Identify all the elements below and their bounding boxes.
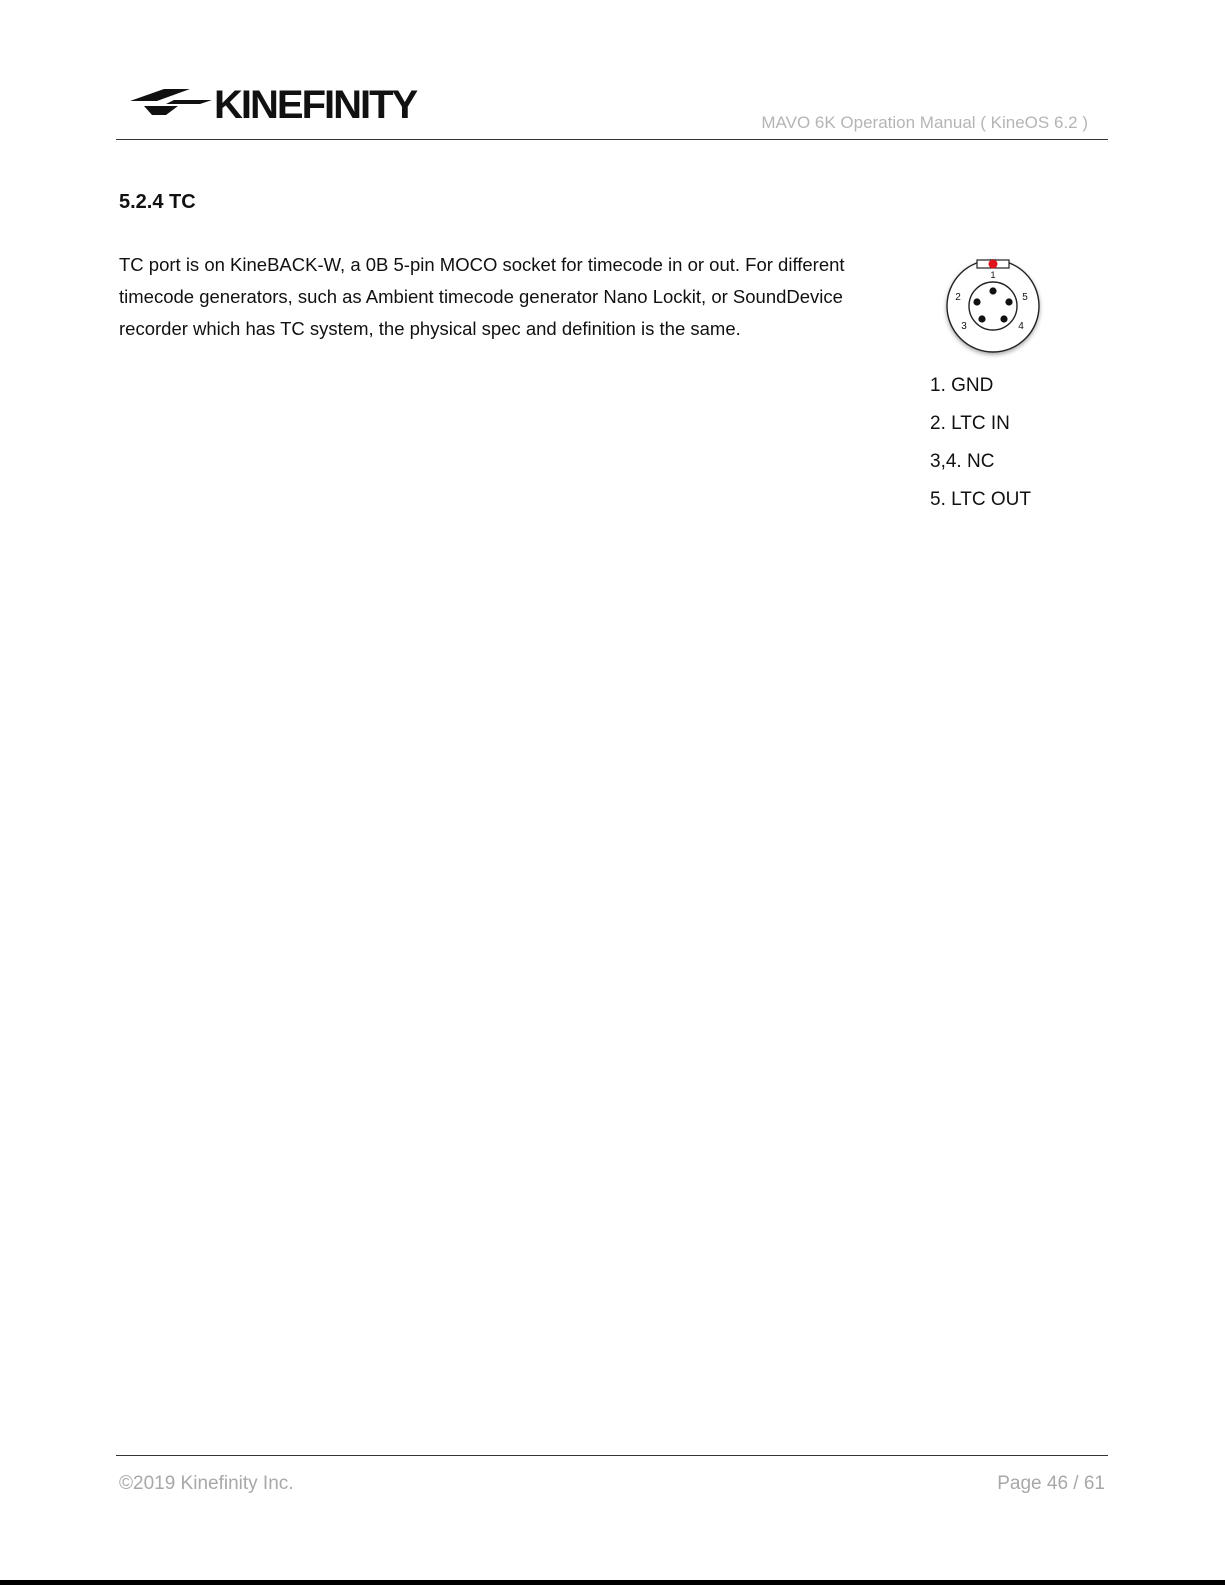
pin-1-label: 1	[990, 270, 996, 280]
page-number: Page 46 / 61	[997, 1473, 1105, 1494]
pin-3	[978, 315, 985, 322]
pin-2	[973, 298, 980, 305]
header-divider	[116, 139, 1108, 140]
pin-definition: 5. LTC OUT	[930, 489, 1031, 510]
copyright-text: ©2019 Kinefinity Inc.	[119, 1473, 294, 1494]
svg-text:KINEFINITY: KINEFINITY	[214, 83, 417, 127]
pin-5	[1005, 298, 1012, 305]
pin-definition: 2. LTC IN	[930, 413, 1010, 434]
pin-3-label: 3	[961, 321, 967, 332]
footer-divider	[116, 1455, 1108, 1456]
tc-connector-diagram	[945, 256, 1051, 360]
pin-2-label: 2	[955, 292, 961, 303]
connector-key-marker	[989, 260, 998, 269]
pin-4	[1000, 315, 1007, 322]
pin-definition: 3,4. NC	[930, 451, 995, 472]
section-paragraph: TC port is on KineBACK-W, a 0B 5-pin MOCO socket for timecode in or out. For different timecode generators, such as Ambient timecode generator Nano Lockit, or SoundDevice recorder which has TC system, the physical spec and definition is the same.	[119, 254, 845, 340]
pin-1	[989, 287, 996, 294]
pin-definition: 1. GND	[930, 375, 994, 396]
document-title: MAVO 6K Operation Manual ( KineOS 6.2 )	[761, 113, 1088, 132]
kinefinity-logo	[130, 80, 417, 127]
page-edge	[0, 1580, 1225, 1585]
pin-5-label: 5	[1022, 292, 1028, 303]
pin-definition-list	[930, 372, 1031, 524]
pin-4-label: 4	[1018, 321, 1024, 332]
section-heading: 5.2.4 TC	[119, 191, 196, 213]
